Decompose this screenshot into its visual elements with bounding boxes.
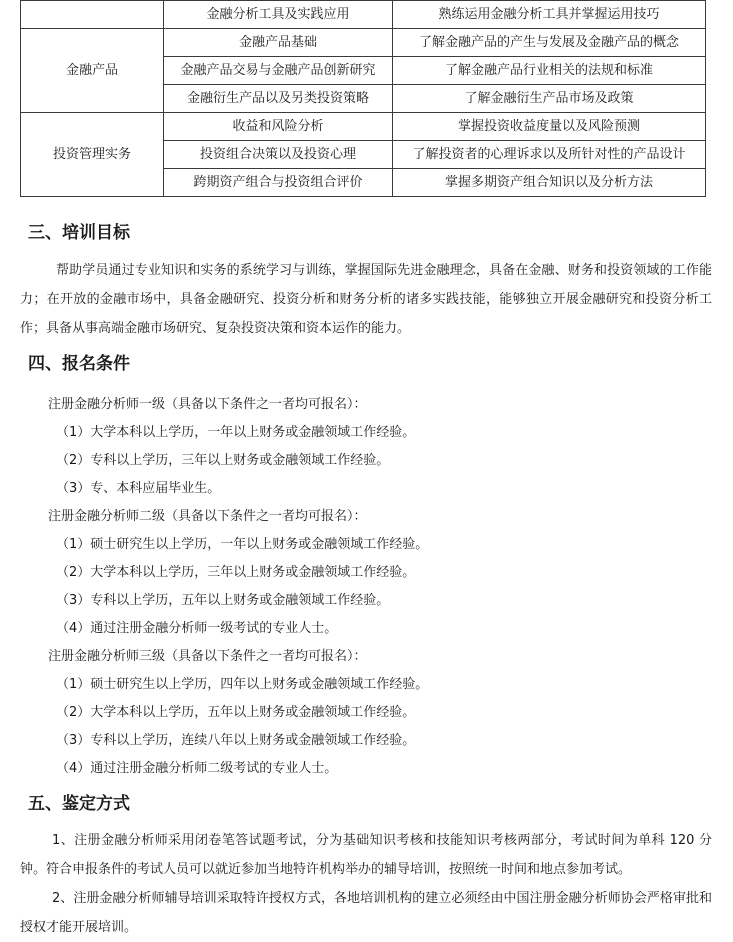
list-item: （2）专科以上学历，三年以上财务或金融领域工作经验。 (56, 453, 390, 468)
goal-cell: 掌握投资收益度量以及风险预测 (393, 113, 706, 141)
list-item: （4）通过注册金融分析师二级考试的专业人士。 (56, 761, 338, 776)
training-goals-paragraph: 帮助学员通过专业知识和实务的系统学习与训练，掌握国际先进金融理念，具备在金融、财务和投资领域的工作能力；在开放的金融市场中，具备金融研究、投资分析和财务分析的诸多实践技能，能够独立开展金融研究和投资分析工作；具备从事高端金融市场研究、复杂投资决策和资本运作的能力。 (20, 263, 712, 336)
category-cell: 金融产品 (21, 29, 164, 113)
course-cell: 跨期资产组合与投资组合评价 (164, 169, 393, 197)
goal-cell: 掌握多期资产组合知识以及分析方法 (393, 169, 706, 197)
assessment-paragraph-1: 1、注册金融分析师采用闭卷笔答试题考试，分为基础知识考核和技能知识考核两部分，考试时间为单科 120 分钟。符合申报条件的考试人员可以就近参加当地特许机构举办的辅导培训，按照统一时间和地点参加考试。 (20, 833, 712, 877)
level1-title: 注册金融分析师一级（具备以下条件之一者均可报名）： (48, 397, 367, 412)
table-row (21, 29, 706, 57)
category-cell: 投资管理实务 (21, 113, 164, 197)
section-heading-eligibility: 四、报名条件 (28, 354, 130, 374)
course-cell: 投资组合决策以及投资心理 (164, 141, 393, 169)
category-cell (21, 1, 164, 29)
course-cell: 金融产品基础 (164, 29, 393, 57)
course-cell: 金融分析工具及实践应用 (164, 1, 393, 29)
course-cell: 金融衍生产品以及另类投资策略 (164, 85, 393, 113)
goal-cell: 了解金融产品行业相关的法规和标准 (393, 57, 706, 85)
goal-cell: 了解金融产品的产生与发展及金融产品的概念 (393, 29, 706, 57)
section-heading-assessment: 五、鉴定方式 (28, 794, 130, 814)
level2-title: 注册金融分析师二级（具备以下条件之一者均可报名）： (48, 509, 367, 524)
list-item: （1）硕士研究生以上学历，一年以上财务或金融领域工作经验。 (56, 537, 429, 552)
course-cell: 收益和风险分析 (164, 113, 393, 141)
level3-title: 注册金融分析师三级（具备以下条件之一者均可报名）： (48, 649, 367, 664)
list-item: （1）大学本科以上学历，一年以上财务或金融领域工作经验。 (56, 425, 416, 440)
list-item: （2）大学本科以上学历，三年以上财务或金融领域工作经验。 (56, 565, 416, 580)
table-row (21, 113, 706, 141)
goal-cell: 熟练运用金融分析工具并掌握运用技巧 (393, 1, 706, 29)
curriculum-table (20, 0, 706, 197)
course-cell: 金融产品交易与金融产品创新研究 (164, 57, 393, 85)
list-item: （3）专、本科应届毕业生。 (56, 481, 221, 496)
goal-cell: 了解投资者的心理诉求以及所针对性的产品设计 (393, 141, 706, 169)
section-heading-training-goals: 三、培训目标 (28, 223, 130, 243)
goal-cell: 了解金融衍生产品市场及政策 (393, 85, 706, 113)
list-item: （3）专科以上学历，五年以上财务或金融领域工作经验。 (56, 593, 390, 608)
list-item: （1）硕士研究生以上学历，四年以上财务或金融领域工作经验。 (56, 677, 429, 692)
table-row (21, 1, 706, 29)
list-item: （2）大学本科以上学历，五年以上财务或金融领域工作经验。 (56, 705, 416, 720)
list-item: （3）专科以上学历，连续八年以上财务或金融领域工作经验。 (56, 733, 416, 748)
assessment-paragraph-2: 2、注册金融分析师辅导培训采取特许授权方式，各地培训机构的建立必须经由中国注册金融分析师协会严格审批和授权才能开展培训。 (20, 891, 712, 935)
list-item: （4）通过注册金融分析师一级考试的专业人士。 (56, 621, 338, 636)
